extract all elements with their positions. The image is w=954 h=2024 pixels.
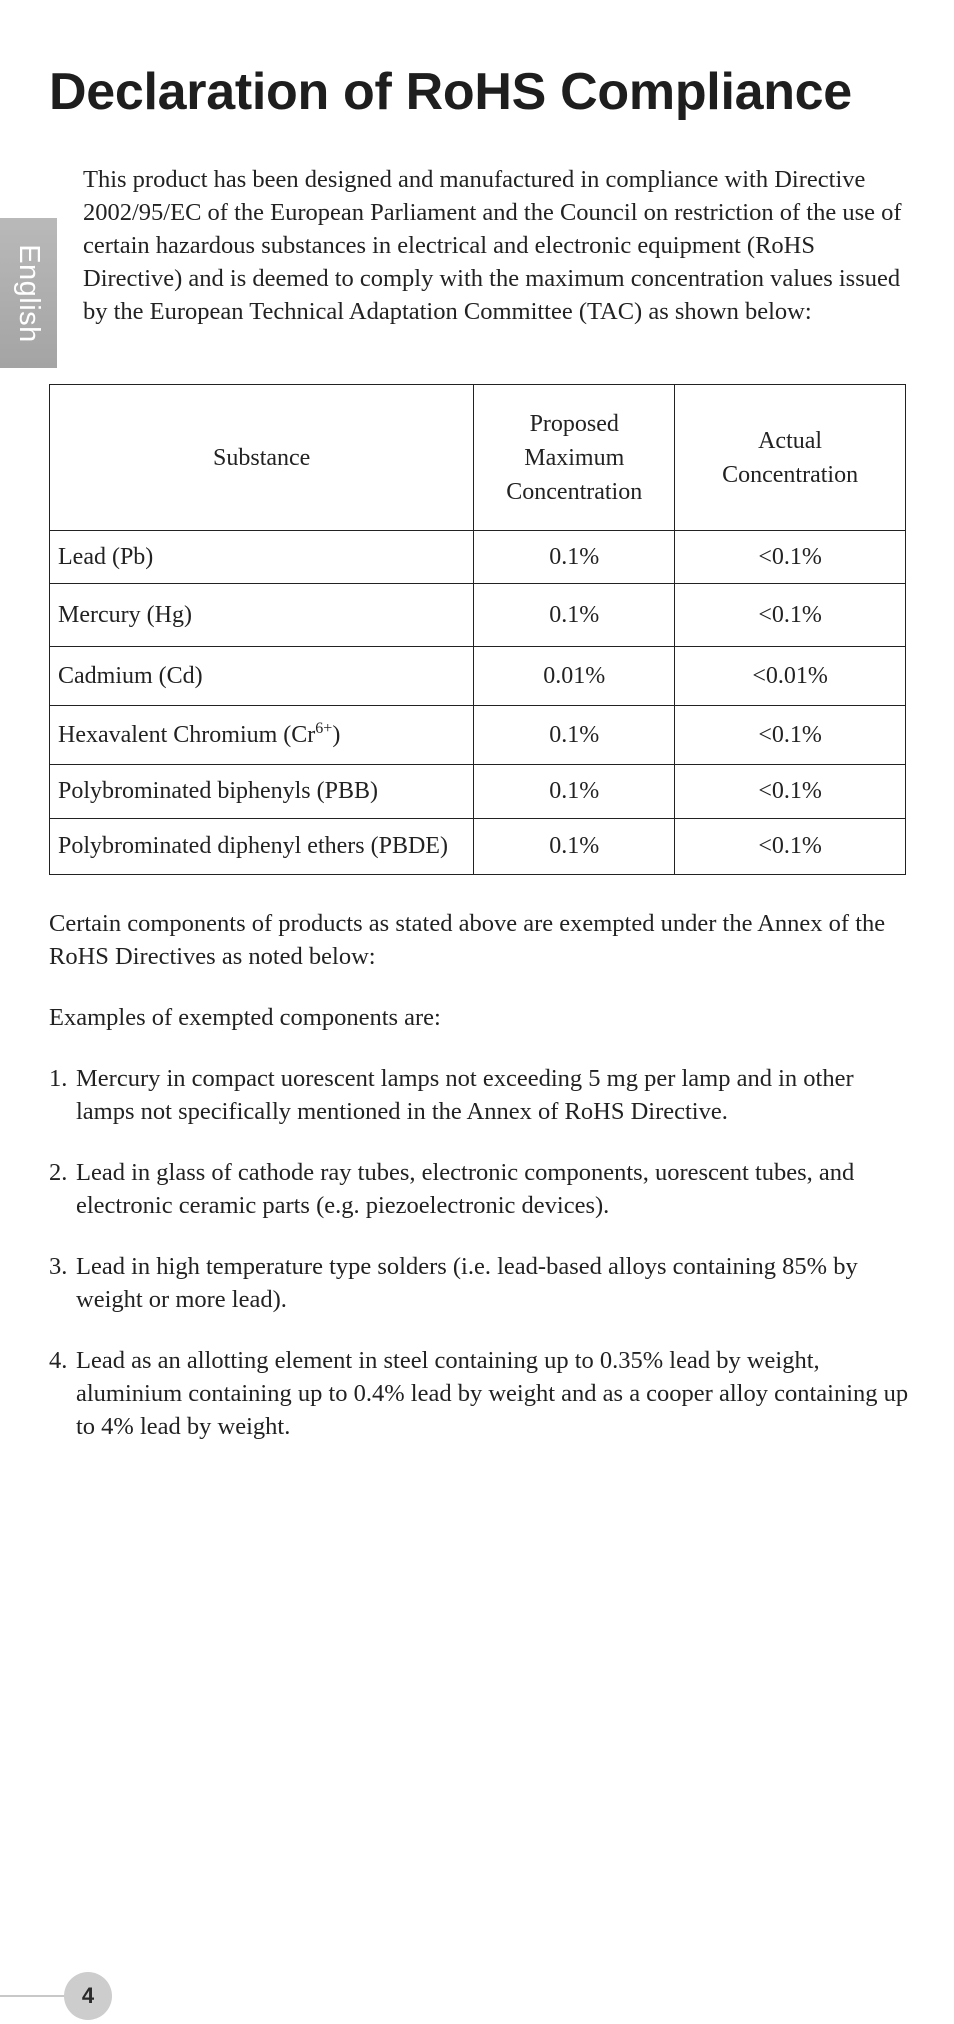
list-item [49,1344,909,1443]
proposed-cell: 0.01% [474,647,675,706]
language-tab-label: English [13,243,45,343]
table-row [50,584,906,647]
list-item-text: Lead as an allotting element in steel containing up to 0.35% lead by weight, aluminium containing up to 0.4% lead by weight and as a cooper alloy containing up to 4% lead by weight. [76,1347,909,1440]
table-header-row [50,385,906,531]
list-item [49,1062,909,1128]
substance-superscript: 6+ [315,719,333,737]
substance-cell: Mercury (Hg) [50,584,474,647]
substance-cell: Lead (Pb) [50,531,474,584]
header-proposed-line: Concentration [506,478,643,505]
proposed-cell: 0.1% [474,584,675,647]
list-item-number: 1. [49,1065,68,1092]
actual-cell: <0.1% [675,706,906,765]
list-item-number: 3. [49,1253,68,1280]
list-item-number: 2. [49,1159,68,1186]
substance-cell [50,706,474,765]
list-item-text: Mercury in compact uorescent lamps not exceeding 5 mg per lamp and in other lamps not specifically mentioned in the Annex of RoHS Directive. [76,1065,854,1125]
list-item-text: Lead in glass of cathode ray tubes, electronic components, uorescent tubes, and electronic ceramic parts (e.g. piezoelectronic devices). [76,1159,855,1219]
substance-text: Hexavalent Chromium (Cr [58,721,316,748]
proposed-cell: 0.1% [474,706,675,765]
proposed-cell: 0.1% [474,765,675,819]
proposed-cell: 0.1% [474,531,675,584]
page-footer-rule [0,1995,70,1997]
page-number-badge [64,1972,112,2020]
header-proposed-line: Maximum [524,444,625,471]
exemption-list [49,1062,909,1471]
header-substance: Substance [50,385,474,531]
page-title: Declaration of RoHS Compliance [49,63,852,121]
table-row [50,819,906,875]
intro-paragraph: This product has been designed and manufactured in compliance with Directive 2002/95/EC of the European Parliament and the Council on restriction of the use of certain hazardous substances in electrical and electronic equipment (RoHS Directive) and is deemed to comply with the maximum concentration values issued by the European Technical Adaptation Committee (TAC) as shown below: [83,166,902,325]
header-actual-line: Actual [758,427,823,454]
page-number: 4 [81,1983,95,2008]
actual-cell: <0.1% [675,531,906,584]
actual-cell: <0.01% [675,647,906,706]
table-row [50,706,906,765]
rohs-table [49,384,906,875]
actual-cell: <0.1% [675,765,906,819]
header-proposed-line: Proposed [529,410,619,437]
table-row [50,531,906,584]
table-row [50,765,906,819]
table-row [50,647,906,706]
header-proposed [474,385,675,531]
substance-cell: Cadmium (Cd) [50,647,474,706]
language-tab [0,218,57,368]
substance-cell: Polybrominated diphenyl ethers (PBDE) [50,819,474,875]
actual-cell: <0.1% [675,584,906,647]
substance-text-end: ) [332,721,341,748]
header-actual-line: Concentration [722,461,859,488]
examples-label: Examples of exempted components are: [49,1004,441,1031]
proposed-cell: 0.1% [474,819,675,875]
list-item-number: 4. [49,1347,68,1374]
list-item [49,1156,909,1222]
list-item [49,1250,909,1316]
actual-cell: <0.1% [675,819,906,875]
exemption-note: Certain components of products as stated above are exempted under the Annex of the RoHS Directives as noted below: [49,910,886,970]
list-item-text: Lead in high temperature type solders (i.e. lead-based alloys containing 85% by weight or more lead). [76,1253,858,1313]
header-actual [675,385,906,531]
substance-cell: Polybrominated biphenyls (PBB) [50,765,474,819]
